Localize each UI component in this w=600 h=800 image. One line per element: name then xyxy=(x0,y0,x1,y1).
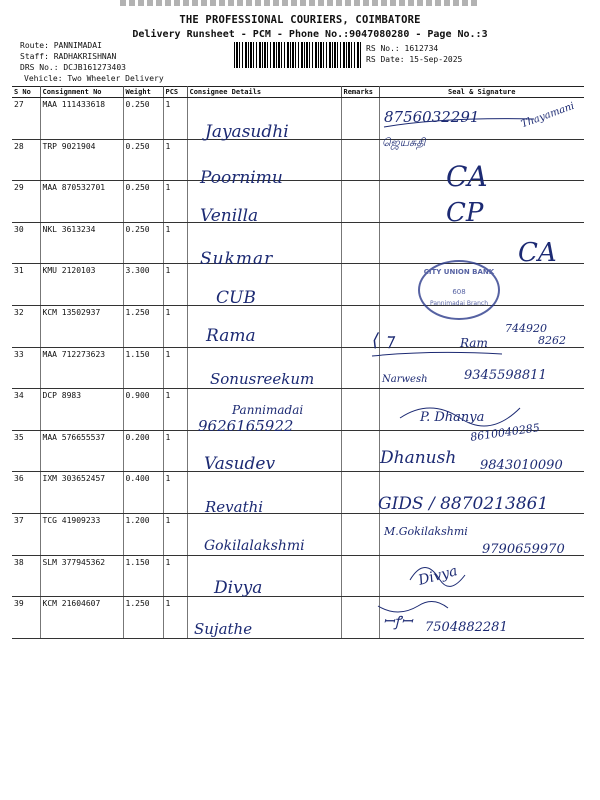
hw-consignee-35: Vasudev xyxy=(204,454,276,474)
row-consignment-no: SLM 377945362 xyxy=(40,555,123,597)
row-weight: 0.250 xyxy=(123,98,163,140)
hw-sig-32-phone1: 744920 xyxy=(505,322,547,335)
hw-sig-35-name: Dhanush xyxy=(380,448,457,468)
row-weight: 1.150 xyxy=(123,347,163,389)
hw-sig-29: CP xyxy=(446,198,484,228)
row-sno: 27 xyxy=(12,98,40,140)
row-consignment-no: KCM 13502937 xyxy=(40,305,123,347)
row-weight: 0.250 xyxy=(123,181,163,223)
row-weight: 0.250 xyxy=(123,222,163,264)
row-sno: 33 xyxy=(12,347,40,389)
row-sno: 32 xyxy=(12,305,40,347)
stamp-line-2: 608 xyxy=(452,288,466,296)
hw-consignee-27: Jayasudhi xyxy=(205,122,289,142)
row-sno: 37 xyxy=(12,513,40,555)
hw-sig-33-name: Narwesh xyxy=(382,374,428,385)
col-header-seal: Seal & Signature xyxy=(379,87,584,98)
row-sno: 29 xyxy=(12,181,40,223)
row-sno: 39 xyxy=(12,597,40,639)
stamp-line-1: CITY UNION BANK xyxy=(423,268,495,276)
hw-consignee-30: Sukmar xyxy=(200,249,274,269)
row-sno: 34 xyxy=(12,389,40,431)
hw-sig-27-tamil: ஜெயசுதி xyxy=(382,136,426,149)
hw-sig-27: Thayamani xyxy=(519,100,576,131)
row-consignment-no: DCP 8983 xyxy=(40,389,123,431)
row-pcs: 1 xyxy=(163,555,187,597)
hw-consignee-37: Gokilalakshmi xyxy=(204,538,305,554)
row-weight: 0.900 xyxy=(123,389,163,431)
row-pcs: 1 xyxy=(163,305,187,347)
row-consignment-no: NKL 3613234 xyxy=(40,222,123,264)
hw-sig-39-mark: ꟷꝭꟷ xyxy=(383,614,413,630)
row-sno: 38 xyxy=(12,555,40,597)
row-weight: 0.250 xyxy=(123,139,163,181)
hw-consignee-39: Sujathe xyxy=(194,620,253,638)
staff-label: Staff: RADHAKRISHNAN xyxy=(20,52,117,61)
row-weight: 1.250 xyxy=(123,597,163,639)
row-sno: 30 xyxy=(12,222,40,264)
drs-label: DRS No.: DCJB161273403 xyxy=(20,63,126,72)
hw-sig-32-name: Ram xyxy=(460,336,488,350)
row-sno: 28 xyxy=(12,139,40,181)
hw-sig-37-name: M.Gokilakshmi xyxy=(384,525,468,538)
hw-sig-34-phone: 8610040285 xyxy=(469,421,541,444)
row-pcs: 1 xyxy=(163,430,187,472)
row-pcs: 1 xyxy=(163,513,187,555)
hw-sig-33-phone: 9345598811 xyxy=(464,368,547,383)
row-consignment-no: MAA 712273623 xyxy=(40,347,123,389)
row-weight: 3.300 xyxy=(123,264,163,306)
hw-consignee-32: Rama xyxy=(206,326,256,346)
stamp-line-3: Pannimadai Branch xyxy=(429,300,489,307)
hw-consignee-34-place: Pannimadai xyxy=(232,403,304,417)
row-consignment-no: MAA 870532701 xyxy=(40,181,123,223)
row-consignment-no: TCG 41909233 xyxy=(40,513,123,555)
row-weight: 0.200 xyxy=(123,430,163,472)
hw-sig-28: CA xyxy=(446,160,488,193)
row-sno: 31 xyxy=(12,264,40,306)
row-sno: 36 xyxy=(12,472,40,514)
col-header-weight: Weight xyxy=(123,87,163,98)
row-pcs: 1 xyxy=(163,98,187,140)
row-pcs: 1 xyxy=(163,222,187,264)
row-pcs: 1 xyxy=(163,347,187,389)
rs-number: RS No.: 1612734 xyxy=(366,44,439,53)
hw-sig-36: GIDS / 8870213861 xyxy=(378,494,549,514)
row-sno: 35 xyxy=(12,430,40,472)
row-pcs: 1 xyxy=(163,597,187,639)
row-pcs: 1 xyxy=(163,264,187,306)
row-consignment-no: TRP 9021904 xyxy=(40,139,123,181)
hw-sig-35-phone: 9843010090 xyxy=(480,458,563,473)
row-weight: 1.200 xyxy=(123,513,163,555)
hw-consignee-38: Divya xyxy=(214,578,263,598)
row-pcs: 1 xyxy=(163,181,187,223)
hw-sig-34-name: P. Dhanya xyxy=(420,410,485,425)
row-pcs: 1 xyxy=(163,389,187,431)
hw-phone-27: 8756032291 xyxy=(384,108,480,126)
hw-consignee-31: CUB xyxy=(216,288,256,308)
row-weight: 1.250 xyxy=(123,305,163,347)
col-header-consignment: Consignment No xyxy=(40,87,123,98)
hw-consignee-34-phone: 9626165922 xyxy=(198,417,294,435)
col-header-sno: S No xyxy=(12,87,40,98)
row-consignment-no: IXM 303652457 xyxy=(40,472,123,514)
hw-consignee-28: Poornimu xyxy=(200,168,283,188)
row-consignment-no: KMU 2120103 xyxy=(40,264,123,306)
hw-sig-39-phone: 7504882281 xyxy=(425,620,508,635)
hw-consignee-33: Sonusreekum xyxy=(210,370,315,388)
hw-sig-38: Divya xyxy=(416,563,460,589)
row-pcs: 1 xyxy=(163,139,187,181)
hw-consignee-36: Revathi xyxy=(205,498,264,516)
row-weight: 1.150 xyxy=(123,555,163,597)
company-title: THE PROFESSIONAL COURIERS, COIMBATORE xyxy=(179,14,421,26)
row-consignment-no: KCM 21604607 xyxy=(40,597,123,639)
col-header-remarks: Remarks xyxy=(341,87,379,98)
rs-date: RS Date: 15-Sep-2025 xyxy=(366,55,463,64)
col-header-consignee: Consignee Details xyxy=(187,87,341,98)
hw-sig-32-mark: ⟨ ⁊ xyxy=(372,330,394,351)
row-weight: 0.400 xyxy=(123,472,163,514)
row-consignment-no: MAA 111433618 xyxy=(40,98,123,140)
hw-sig-37-phone: 9790659970 xyxy=(482,542,565,557)
hw-sig-30: CA xyxy=(518,238,557,268)
runsheet-title: Delivery Runsheet - PCM - Phone No.:9047080280 - Page No.:3 xyxy=(132,29,488,40)
hw-sig-32-phone2: 8262 xyxy=(538,334,566,347)
row-consignment-no: MAA 576655537 xyxy=(40,430,123,472)
hw-consignee-29: Venilla xyxy=(200,206,259,226)
vehicle-label: Vehicle: Two Wheeler Delivery xyxy=(24,74,164,83)
col-header-pcs: PCS xyxy=(163,87,187,98)
row-pcs: 1 xyxy=(163,472,187,514)
route-label: Route: PANNIMADAI xyxy=(20,41,102,50)
